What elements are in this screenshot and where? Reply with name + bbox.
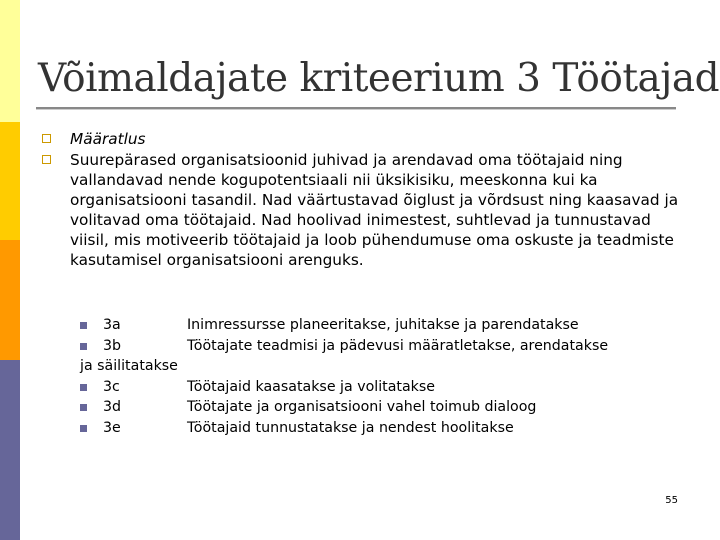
bullet-definition — [42, 129, 682, 149]
criterion-code: 3d — [103, 399, 122, 415]
criterion-text: Töötajaid kaasatakse ja volitatakse — [187, 378, 436, 395]
criterion-text: Töötajaid tunnustatakse ja nendest hoolitakse — [187, 419, 514, 436]
filled-square-bullet-icon — [80, 425, 87, 432]
bullet-text: Määratlus — [70, 130, 146, 148]
criterion-code: 3c — [103, 378, 120, 395]
slide-title: Võimaldajate kriteerium 3 Töötajad — [38, 56, 720, 101]
filled-square-bullet-icon — [80, 343, 87, 350]
criterion-code: 3b — [103, 337, 122, 354]
criterion-text: Inimressursse planeeritakse, juhitakse ja parendatakse — [187, 317, 579, 333]
criterion-text: Töötajate teadmisi ja pädevusi määratletakse, arendatakse — [187, 337, 609, 354]
hollow-square-bullet-icon — [42, 155, 51, 164]
sidebar-segment-orange — [0, 240, 20, 360]
bullet-description — [42, 150, 682, 270]
sub-criterion-3b — [80, 336, 680, 377]
criterion-code: 3a — [103, 317, 121, 333]
sidebar-segment-gold — [0, 122, 20, 240]
criterion-text: Töötajate ja organisatsiooni vahel toimub dialoog — [187, 399, 537, 415]
filled-square-bullet-icon — [80, 404, 87, 411]
bullet-text: Suurepärased organisatsioonid juhivad ja arendavad oma töötajaid ning vallandavad nende kogupotentsiaali nii üksikisiku, meeskonna kui ka organisatsiooni tasandil. Nad väärtustavad õiglust ja võrdsust ning kaasavad ja volitavad oma töötajaid. Nad hoolivad inimestest, suhtlevad ja tunnustavad viisil, mis motiveerib töötajaid ja loob pühendumuse oma oskuste ja teadmiste kasutamisel organisatsiooni arenguks. — [70, 151, 679, 269]
main-bullet-list — [42, 129, 682, 271]
sub-criterion-3e — [80, 418, 680, 439]
sub-criteria-list — [80, 315, 680, 438]
page-number: 55 — [665, 495, 678, 506]
filled-square-bullet-icon — [80, 322, 87, 329]
criterion-code: 3e — [103, 419, 121, 436]
hollow-square-bullet-icon — [42, 134, 51, 143]
decorative-sidebar — [0, 0, 20, 540]
sub-criterion-3d — [80, 397, 680, 418]
filled-square-bullet-icon — [80, 384, 87, 391]
sidebar-segment-purple — [0, 360, 20, 540]
sidebar-segment-yellow — [0, 0, 20, 122]
sub-criterion-3a — [80, 315, 680, 336]
sub-criterion-3c — [80, 377, 680, 398]
criterion-text-continuation: ja säilitatakse — [80, 358, 178, 374]
title-divider — [36, 107, 676, 109]
